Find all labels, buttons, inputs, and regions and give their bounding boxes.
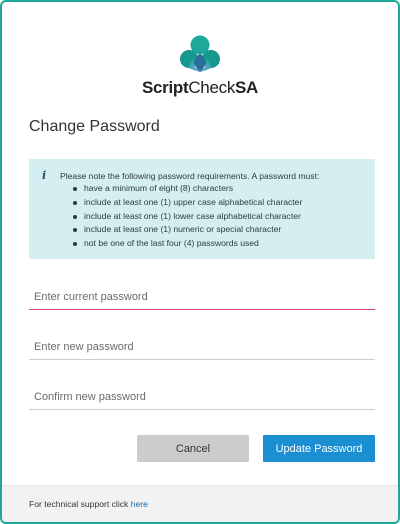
new-password-input[interactable] (29, 334, 375, 359)
logo-mark-icon (180, 34, 220, 74)
requirement-item: include at least one (1) lower case alphabetical character (73, 210, 373, 224)
update-password-button[interactable]: Update Password (263, 435, 375, 462)
brand-wordmark (2, 78, 398, 98)
new-password-field (29, 334, 375, 360)
requirement-item: include at least one (1) upper case alphabetical character (73, 196, 373, 210)
requirement-item: not be one of the last four (4) passwords used (73, 237, 373, 251)
requirements-list (73, 182, 373, 251)
current-password-field (29, 284, 375, 310)
requirement-item: include at least one (1) numeric or special character (73, 223, 373, 237)
password-requirements-notice (29, 159, 375, 259)
cancel-button[interactable]: Cancel (137, 435, 249, 462)
confirm-password-input[interactable] (29, 384, 375, 409)
page-title: Change Password (29, 118, 160, 135)
footer (2, 485, 398, 522)
current-password-input[interactable] (29, 284, 375, 309)
brand-name-part1: Script (141, 78, 189, 97)
brand-name-part2: Check (188, 78, 236, 97)
confirm-password-field (29, 384, 375, 410)
support-label: For technical support click (29, 499, 129, 509)
requirement-item: have a minimum of eight (8) characters (73, 182, 373, 196)
support-link[interactable]: here (130, 499, 148, 509)
brand-logo (2, 34, 398, 96)
info-icon: i (42, 169, 47, 182)
support-text (29, 499, 148, 509)
requirements-intro: Please note the following password requirements. A password must: (60, 171, 320, 181)
brand-name-part3: SA (235, 78, 259, 97)
